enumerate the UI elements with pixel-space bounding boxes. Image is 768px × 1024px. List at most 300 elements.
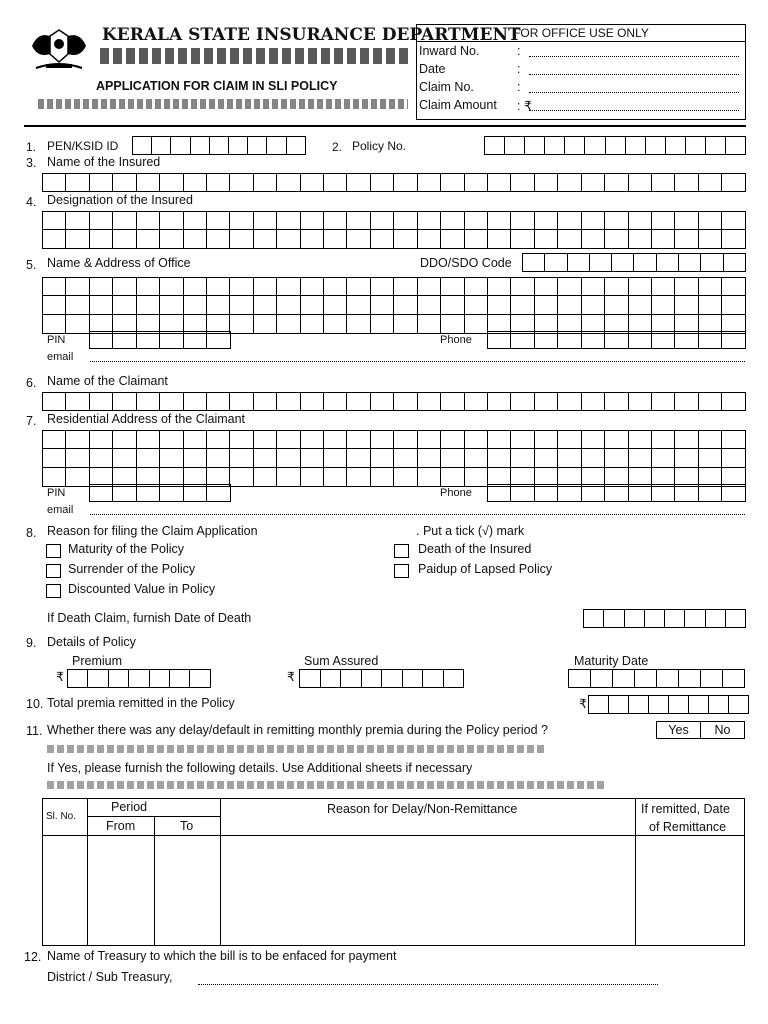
input-cell[interactable] (652, 449, 675, 468)
input-cell[interactable] (605, 230, 628, 249)
input-cell[interactable] (582, 392, 605, 411)
input-cell[interactable] (137, 331, 160, 349)
input-cell[interactable] (43, 296, 66, 315)
input-cell[interactable] (488, 277, 511, 296)
input-cell[interactable] (301, 468, 324, 487)
input-cell[interactable] (254, 296, 277, 315)
input-cell[interactable] (394, 468, 417, 487)
input-cell[interactable] (675, 331, 698, 349)
input-cell[interactable] (545, 253, 567, 272)
input-cell[interactable] (629, 230, 652, 249)
input-cell[interactable] (699, 331, 722, 349)
input-cell[interactable] (606, 136, 626, 155)
input-cell[interactable] (113, 277, 136, 296)
input-cell[interactable] (418, 230, 441, 249)
input-cell[interactable] (418, 430, 441, 449)
input-cell[interactable] (612, 253, 634, 272)
input-cell[interactable] (207, 230, 230, 249)
input-cell[interactable] (347, 277, 370, 296)
input-cell[interactable] (371, 173, 394, 192)
input-cell[interactable] (66, 211, 89, 230)
input-cell[interactable] (277, 449, 300, 468)
input-cell[interactable] (254, 211, 277, 230)
input-cell[interactable] (535, 277, 558, 296)
input-cell[interactable] (488, 296, 511, 315)
input-cell[interactable] (722, 277, 745, 296)
residential-address-input-rows[interactable] (42, 430, 746, 487)
input-cell[interactable] (558, 277, 581, 296)
input-cell[interactable] (184, 449, 207, 468)
residential-address-grid-row[interactable] (42, 430, 746, 449)
input-cell[interactable] (66, 430, 89, 449)
input-cell[interactable] (160, 230, 183, 249)
input-cell[interactable] (525, 136, 545, 155)
input-cell[interactable] (277, 315, 300, 334)
input-cell[interactable] (558, 296, 581, 315)
input-cell[interactable] (605, 173, 628, 192)
input-cell[interactable] (629, 277, 652, 296)
input-cell[interactable] (90, 173, 113, 192)
input-cell[interactable] (585, 136, 605, 155)
input-cell[interactable] (605, 430, 628, 449)
input-cell[interactable] (152, 136, 171, 155)
input-cell[interactable] (160, 173, 183, 192)
input-cell[interactable] (582, 173, 605, 192)
input-cell[interactable] (394, 211, 417, 230)
input-cell[interactable] (605, 331, 628, 349)
input-cell[interactable] (184, 230, 207, 249)
input-cell[interactable] (184, 277, 207, 296)
input-cell[interactable] (321, 669, 342, 688)
claimant-email-line[interactable] (90, 514, 745, 515)
input-cell[interactable] (629, 449, 652, 468)
input-cell[interactable] (113, 430, 136, 449)
input-cell[interactable] (324, 315, 347, 334)
input-cell[interactable] (137, 296, 160, 315)
input-cell[interactable] (371, 449, 394, 468)
office-field-line[interactable] (529, 56, 739, 57)
input-cell[interactable] (699, 430, 722, 449)
input-cell[interactable] (675, 296, 698, 315)
sum-assured-input-grid[interactable] (299, 669, 464, 688)
input-cell[interactable] (605, 211, 628, 230)
input-cell[interactable] (625, 609, 645, 628)
input-cell[interactable] (582, 430, 605, 449)
input-cell[interactable] (301, 315, 324, 334)
input-cell[interactable] (511, 484, 534, 502)
input-cell[interactable] (403, 669, 424, 688)
input-cell[interactable] (324, 449, 347, 468)
input-cell[interactable] (511, 430, 534, 449)
input-cell[interactable] (418, 277, 441, 296)
input-cell[interactable] (423, 669, 444, 688)
input-cell[interactable] (722, 484, 745, 502)
yes-option[interactable]: Yes (656, 721, 701, 739)
input-cell[interactable] (634, 253, 656, 272)
input-cell[interactable] (706, 609, 726, 628)
input-cell[interactable] (43, 430, 66, 449)
input-cell[interactable] (347, 173, 370, 192)
input-cell[interactable] (488, 230, 511, 249)
input-cell[interactable] (706, 136, 726, 155)
input-cell[interactable] (230, 296, 253, 315)
input-cell[interactable] (418, 392, 441, 411)
input-cell[interactable] (301, 173, 324, 192)
input-cell[interactable] (418, 173, 441, 192)
input-cell[interactable] (511, 449, 534, 468)
input-cell[interactable] (418, 296, 441, 315)
input-cell[interactable] (43, 211, 66, 230)
input-cell[interactable] (113, 296, 136, 315)
input-cell[interactable] (160, 296, 183, 315)
input-cell[interactable] (605, 296, 628, 315)
input-cell[interactable] (629, 392, 652, 411)
input-cell[interactable] (371, 315, 394, 334)
input-cell[interactable] (582, 230, 605, 249)
input-cell[interactable] (254, 277, 277, 296)
input-cell[interactable] (324, 392, 347, 411)
designation-input-grid-row[interactable] (42, 211, 746, 230)
input-cell[interactable] (465, 277, 488, 296)
input-cell[interactable] (686, 136, 706, 155)
input-cell[interactable] (66, 468, 89, 487)
input-cell[interactable] (207, 173, 230, 192)
input-cell[interactable] (629, 331, 652, 349)
input-cell[interactable] (347, 430, 370, 449)
input-cell[interactable] (582, 331, 605, 349)
input-cell[interactable] (277, 277, 300, 296)
input-cell[interactable] (277, 173, 300, 192)
input-cell[interactable] (558, 173, 581, 192)
input-cell[interactable] (679, 253, 701, 272)
input-cell[interactable] (160, 331, 183, 349)
input-cell[interactable] (535, 449, 558, 468)
input-cell[interactable] (113, 173, 136, 192)
input-cell[interactable] (347, 230, 370, 249)
input-cell[interactable] (184, 331, 207, 349)
input-cell[interactable] (277, 430, 300, 449)
input-cell[interactable] (441, 230, 464, 249)
input-cell[interactable] (418, 315, 441, 334)
input-cell[interactable] (66, 449, 89, 468)
input-cell[interactable] (488, 392, 511, 411)
input-cell[interactable] (675, 484, 698, 502)
input-cell[interactable] (394, 296, 417, 315)
input-cell[interactable] (722, 331, 745, 349)
input-cell[interactable] (113, 331, 136, 349)
input-cell[interactable] (113, 230, 136, 249)
input-cell[interactable] (230, 230, 253, 249)
designation-input-grid-row[interactable] (42, 230, 746, 249)
input-cell[interactable] (254, 430, 277, 449)
input-cell[interactable] (160, 484, 183, 502)
input-cell[interactable] (254, 449, 277, 468)
input-cell[interactable] (230, 277, 253, 296)
input-cell[interactable] (565, 136, 585, 155)
input-cell[interactable] (535, 230, 558, 249)
input-cell[interactable] (347, 315, 370, 334)
input-cell[interactable] (535, 296, 558, 315)
input-cell[interactable] (722, 296, 745, 315)
input-cell[interactable] (254, 468, 277, 487)
input-cell[interactable] (511, 296, 534, 315)
input-cell[interactable] (722, 392, 745, 411)
input-cell[interactable] (160, 277, 183, 296)
office-pin-input-grid[interactable] (89, 331, 231, 349)
maturity-checkbox[interactable] (46, 544, 61, 558)
input-cell[interactable] (129, 669, 149, 688)
input-cell[interactable] (722, 449, 745, 468)
input-cell[interactable] (207, 331, 230, 349)
input-cell[interactable] (441, 277, 464, 296)
input-cell[interactable] (207, 296, 230, 315)
input-cell[interactable] (324, 230, 347, 249)
input-cell[interactable] (646, 136, 666, 155)
input-cell[interactable] (394, 392, 417, 411)
office-field-line[interactable] (529, 74, 739, 75)
input-cell[interactable] (441, 449, 464, 468)
input-cell[interactable] (184, 484, 207, 502)
input-cell[interactable] (699, 449, 722, 468)
input-cell[interactable] (347, 211, 370, 230)
designation-input-rows[interactable] (42, 211, 746, 249)
input-cell[interactable] (150, 669, 170, 688)
input-cell[interactable] (347, 296, 370, 315)
input-cell[interactable] (488, 173, 511, 192)
input-cell[interactable] (652, 277, 675, 296)
input-cell[interactable] (90, 430, 113, 449)
input-cell[interactable] (137, 173, 160, 192)
input-cell[interactable] (43, 468, 66, 487)
input-cell[interactable] (590, 253, 612, 272)
input-cell[interactable] (505, 136, 525, 155)
input-cell[interactable] (535, 331, 558, 349)
input-cell[interactable] (441, 392, 464, 411)
input-cell[interactable] (722, 211, 745, 230)
input-cell[interactable] (371, 430, 394, 449)
input-cell[interactable] (418, 449, 441, 468)
input-cell[interactable] (347, 468, 370, 487)
input-cell[interactable] (301, 211, 324, 230)
input-cell[interactable] (605, 277, 628, 296)
input-cell[interactable] (675, 430, 698, 449)
input-cell[interactable] (90, 277, 113, 296)
input-cell[interactable] (207, 449, 230, 468)
input-cell[interactable] (441, 173, 464, 192)
input-cell[interactable] (230, 211, 253, 230)
input-cell[interactable] (43, 173, 66, 192)
input-cell[interactable] (109, 669, 129, 688)
input-cell[interactable] (184, 296, 207, 315)
input-cell[interactable] (66, 173, 89, 192)
input-cell[interactable] (441, 315, 464, 334)
input-cell[interactable] (584, 609, 604, 628)
input-cell[interactable] (465, 468, 488, 487)
claimant-pin-input-grid[interactable] (89, 484, 231, 502)
input-cell[interactable] (66, 230, 89, 249)
input-cell[interactable] (722, 230, 745, 249)
input-cell[interactable] (324, 173, 347, 192)
input-cell[interactable] (191, 136, 210, 155)
input-cell[interactable] (324, 277, 347, 296)
input-cell[interactable] (300, 669, 321, 688)
input-cell[interactable] (511, 211, 534, 230)
input-cell[interactable] (679, 669, 701, 688)
input-cell[interactable] (207, 484, 230, 502)
input-cell[interactable] (465, 392, 488, 411)
input-cell[interactable] (488, 484, 511, 502)
input-cell[interactable] (90, 449, 113, 468)
input-cell[interactable] (558, 430, 581, 449)
input-cell[interactable] (535, 173, 558, 192)
claimant-phone-input-grid[interactable] (487, 484, 746, 502)
input-cell[interactable] (582, 449, 605, 468)
input-cell[interactable] (589, 695, 609, 714)
input-cell[interactable] (726, 609, 746, 628)
input-cell[interactable] (254, 230, 277, 249)
input-cell[interactable] (277, 392, 300, 411)
input-cell[interactable] (652, 430, 675, 449)
input-cell[interactable] (90, 484, 113, 502)
input-cell[interactable] (465, 430, 488, 449)
input-cell[interactable] (666, 136, 686, 155)
input-cell[interactable] (267, 136, 286, 155)
input-cell[interactable] (465, 173, 488, 192)
input-cell[interactable] (90, 331, 113, 349)
input-cell[interactable] (722, 173, 745, 192)
input-cell[interactable] (675, 211, 698, 230)
input-cell[interactable] (90, 296, 113, 315)
input-cell[interactable] (68, 669, 88, 688)
input-cell[interactable] (629, 211, 652, 230)
input-cell[interactable] (230, 315, 253, 334)
input-cell[interactable] (418, 211, 441, 230)
input-cell[interactable] (626, 136, 646, 155)
input-cell[interactable] (137, 430, 160, 449)
input-cell[interactable] (277, 230, 300, 249)
input-cell[interactable] (675, 277, 698, 296)
input-cell[interactable] (43, 392, 66, 411)
input-cell[interactable] (652, 173, 675, 192)
claimant-name-input-grid[interactable] (42, 392, 746, 411)
office-email-line[interactable] (90, 361, 745, 362)
input-cell[interactable] (511, 277, 534, 296)
discounted-checkbox[interactable] (46, 584, 61, 598)
input-cell[interactable] (629, 484, 652, 502)
input-cell[interactable] (301, 296, 324, 315)
input-cell[interactable] (170, 669, 190, 688)
input-cell[interactable] (511, 331, 534, 349)
ddo-code-input-grid[interactable] (522, 253, 746, 272)
input-cell[interactable] (558, 484, 581, 502)
pen-ksid-input-grid[interactable] (132, 136, 306, 155)
input-cell[interactable] (511, 230, 534, 249)
input-cell[interactable] (160, 430, 183, 449)
input-cell[interactable] (613, 669, 635, 688)
input-cell[interactable] (441, 296, 464, 315)
input-cell[interactable] (629, 296, 652, 315)
input-cell[interactable] (441, 430, 464, 449)
input-cell[interactable] (652, 484, 675, 502)
treasury-name-line[interactable] (198, 984, 658, 985)
input-cell[interactable] (675, 449, 698, 468)
input-cell[interactable] (699, 392, 722, 411)
input-cell[interactable] (137, 449, 160, 468)
input-cell[interactable] (90, 211, 113, 230)
input-cell[interactable] (254, 173, 277, 192)
input-cell[interactable] (394, 449, 417, 468)
input-cell[interactable] (488, 430, 511, 449)
input-cell[interactable] (137, 211, 160, 230)
office-address-grid-row[interactable] (42, 277, 746, 296)
input-cell[interactable] (277, 296, 300, 315)
input-cell[interactable] (722, 430, 745, 449)
input-cell[interactable] (207, 430, 230, 449)
input-cell[interactable] (685, 609, 705, 628)
input-cell[interactable] (488, 211, 511, 230)
input-cell[interactable] (324, 296, 347, 315)
office-field-line[interactable] (529, 92, 739, 93)
input-cell[interactable] (287, 136, 306, 155)
input-cell[interactable] (394, 173, 417, 192)
input-cell[interactable] (371, 211, 394, 230)
input-cell[interactable] (675, 392, 698, 411)
input-cell[interactable] (137, 484, 160, 502)
input-cell[interactable] (665, 609, 685, 628)
input-cell[interactable] (66, 315, 89, 334)
paidup-checkbox[interactable] (394, 564, 409, 578)
input-cell[interactable] (441, 468, 464, 487)
input-cell[interactable] (90, 230, 113, 249)
input-cell[interactable] (394, 230, 417, 249)
input-cell[interactable] (43, 315, 66, 334)
input-cell[interactable] (324, 430, 347, 449)
input-cell[interactable] (160, 392, 183, 411)
input-cell[interactable] (699, 296, 722, 315)
input-cell[interactable] (558, 230, 581, 249)
input-cell[interactable] (88, 669, 108, 688)
input-cell[interactable] (210, 136, 229, 155)
input-cell[interactable] (699, 211, 722, 230)
input-cell[interactable] (724, 253, 746, 272)
input-cell[interactable] (699, 173, 722, 192)
no-option[interactable]: No (700, 721, 745, 739)
input-cell[interactable] (301, 230, 324, 249)
input-cell[interactable] (90, 392, 113, 411)
input-cell[interactable] (701, 253, 723, 272)
input-cell[interactable] (207, 277, 230, 296)
input-cell[interactable] (137, 277, 160, 296)
input-cell[interactable] (184, 430, 207, 449)
input-cell[interactable] (160, 211, 183, 230)
input-cell[interactable] (465, 296, 488, 315)
input-cell[interactable] (184, 211, 207, 230)
input-cell[interactable] (184, 392, 207, 411)
input-cell[interactable] (371, 468, 394, 487)
input-cell[interactable] (729, 695, 749, 714)
input-cell[interactable] (207, 211, 230, 230)
premium-input-grid[interactable] (67, 669, 211, 688)
input-cell[interactable] (254, 392, 277, 411)
input-cell[interactable] (301, 277, 324, 296)
input-cell[interactable] (160, 449, 183, 468)
office-phone-input-grid[interactable] (487, 331, 746, 349)
input-cell[interactable] (558, 211, 581, 230)
input-cell[interactable] (675, 230, 698, 249)
input-cell[interactable] (582, 277, 605, 296)
input-cell[interactable] (645, 609, 665, 628)
input-cell[interactable] (652, 296, 675, 315)
